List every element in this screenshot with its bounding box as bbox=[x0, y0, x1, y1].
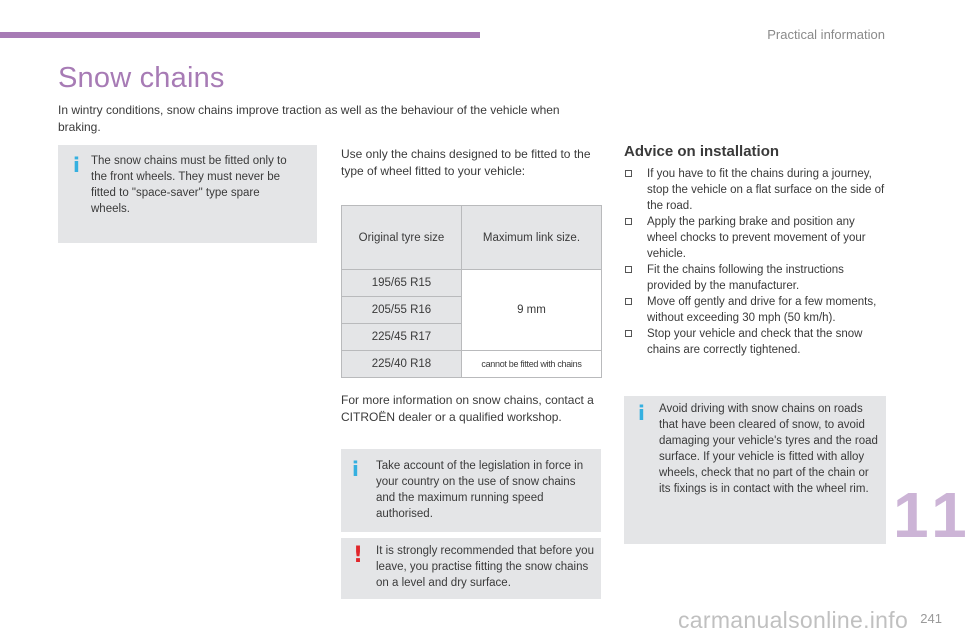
column-header-link-size: Maximum link size. bbox=[461, 206, 601, 270]
chapter-number: 11 bbox=[893, 479, 973, 551]
list-item bbox=[624, 214, 886, 262]
intro-paragraph: In wintry conditions, snow chains improve traction as well as the behaviour of the vehicle when braking. bbox=[58, 103, 560, 134]
note-legislation bbox=[341, 449, 601, 532]
advice-list bbox=[624, 166, 886, 358]
list-item-text: Stop your vehicle and check that the snow chains are correctly tightened. bbox=[647, 328, 863, 356]
tyre-size-cell: 225/40 R18 bbox=[342, 351, 462, 378]
info-icon: i bbox=[352, 457, 359, 481]
tyre-chain-table bbox=[341, 205, 602, 378]
watermark: carmanualsonline.info bbox=[678, 607, 909, 633]
list-item bbox=[624, 166, 886, 214]
tyre-size-cell: 225/45 R17 bbox=[342, 324, 462, 351]
note-practise bbox=[341, 538, 601, 599]
checkbox-bullet-icon bbox=[625, 170, 632, 177]
advice-heading: Advice on installation bbox=[624, 143, 780, 160]
table-row bbox=[342, 351, 602, 378]
list-item bbox=[624, 326, 886, 358]
checkbox-bullet-icon bbox=[625, 218, 632, 225]
list-item-text: Move off gently and drive for a few moments, without exceeding 30 mph (50 km/h). bbox=[647, 296, 877, 324]
list-item bbox=[624, 262, 886, 294]
list-item-text: Apply the parking brake and position any wheel chocks to prevent movement of your vehicle. bbox=[647, 216, 866, 260]
not-fitted-cell: cannot be fitted with chains bbox=[461, 351, 601, 378]
note-text: It is strongly recommended that before you leave, you practise fitting the snow chains on a level and dry surface. bbox=[376, 545, 594, 589]
list-item bbox=[624, 294, 886, 326]
note-avoid bbox=[624, 396, 886, 544]
checkbox-bullet-icon bbox=[625, 298, 632, 305]
table-row bbox=[342, 270, 602, 297]
page-title: Snow chains bbox=[58, 62, 225, 94]
note-text: The snow chains must be fitted only to the front wheels. They must never be fitted to "space-saver" type spare wheels. bbox=[91, 155, 287, 215]
use-only-text: Use only the chains designed to be fitted to the type of wheel fitted to your vehicle: bbox=[341, 147, 591, 178]
checkbox-bullet-icon bbox=[625, 266, 632, 273]
link-size-cell: 9 mm bbox=[461, 270, 601, 351]
section-label: Practical information bbox=[767, 27, 885, 42]
info-icon: i bbox=[73, 153, 80, 177]
more-info-text: For more information on snow chains, contact a CITROËN dealer or a qualified workshop. bbox=[341, 393, 594, 424]
info-icon: i bbox=[638, 401, 645, 425]
checkbox-bullet-icon bbox=[625, 330, 632, 337]
warning-icon: ! bbox=[353, 543, 364, 568]
column-header-tyre-size: Original tyre size bbox=[342, 206, 462, 270]
note-front-wheels bbox=[58, 145, 317, 243]
note-text: Avoid driving with snow chains on roads that have been cleared of snow, to avoid damaging your vehicle's tyres and the road surface. If your vehicle is fitted with alloy wheels, check that no part of the chain or its fixings is in contact with the wheel rim. bbox=[659, 403, 878, 495]
tyre-size-cell: 205/55 R16 bbox=[342, 297, 462, 324]
list-item-text: Fit the chains following the instructions provided by the manufacturer. bbox=[647, 264, 844, 292]
list-item-text: If you have to fit the chains during a journey, stop the vehicle on a flat surface on the side of the road. bbox=[647, 168, 885, 212]
table-header-row bbox=[342, 206, 602, 270]
tyre-size-cell: 195/65 R15 bbox=[342, 270, 462, 297]
header-accent-bar bbox=[0, 32, 480, 38]
page-number: 241 bbox=[920, 611, 942, 626]
note-text: Take account of the legislation in force in your country on the use of snow chains and the maximum running speed authorised. bbox=[376, 460, 584, 520]
